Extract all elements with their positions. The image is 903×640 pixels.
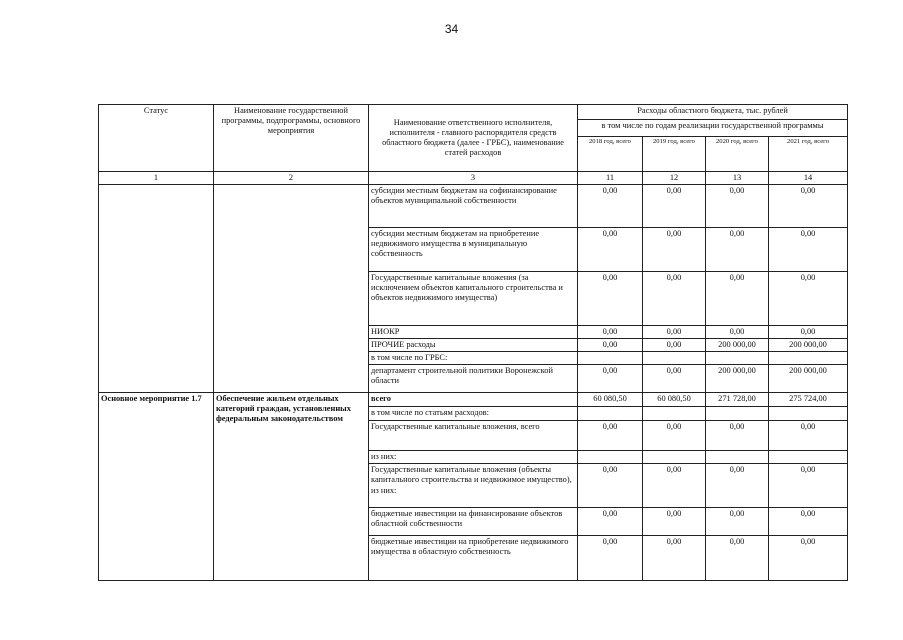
value-2019: 0,00 bbox=[643, 326, 706, 339]
header-year-2019: 2019 год, всего bbox=[643, 137, 706, 172]
value-2021: 200 000,00 bbox=[769, 365, 848, 393]
column-number: 14 bbox=[769, 172, 848, 185]
budget-table bbox=[98, 104, 848, 581]
value-2020: 0,00 bbox=[706, 464, 769, 508]
expense-item-name: субсидии местным бюджетам на приобретение недвижимого имущества в муниципальную собственность bbox=[369, 228, 578, 272]
value-2018: 0,00 bbox=[578, 228, 643, 272]
value-2019 bbox=[643, 451, 706, 464]
value-2019: 0,00 bbox=[643, 272, 706, 326]
column-number: 1 bbox=[99, 172, 214, 185]
value-2018 bbox=[578, 451, 643, 464]
value-2018: 0,00 bbox=[578, 339, 643, 352]
expense-item-name: из них: bbox=[369, 451, 578, 464]
expense-item-name: ПРОЧИЕ расходы bbox=[369, 339, 578, 352]
measure-status: Основное мероприятие 1.7 bbox=[99, 393, 214, 581]
value-2021 bbox=[769, 407, 848, 421]
value-2019: 0,00 bbox=[643, 228, 706, 272]
value-2021: 0,00 bbox=[769, 272, 848, 326]
header-executor: Наименование ответственного исполнителя, исполнителя - главного распорядителя средств областного бюджета (далее - ГРБС), наименование статей расходов bbox=[369, 105, 578, 172]
value-2018: 0,00 bbox=[578, 272, 643, 326]
value-2018: 0,00 bbox=[578, 421, 643, 451]
header-year-2020: 2020 год, всего bbox=[706, 137, 769, 172]
value-2018: 0,00 bbox=[578, 508, 643, 536]
value-2020: 0,00 bbox=[706, 228, 769, 272]
value-2020: 200 000,00 bbox=[706, 339, 769, 352]
header-year-2021: 2021 год, всего bbox=[769, 137, 848, 172]
value-2018: 60 080,50 bbox=[578, 393, 643, 407]
header-status: Статус bbox=[99, 105, 214, 172]
grbs-name: департамент строительной политики Воронежской области bbox=[369, 365, 578, 393]
value-2018 bbox=[578, 352, 643, 365]
value-2019: 0,00 bbox=[643, 339, 706, 352]
column-number: 13 bbox=[706, 172, 769, 185]
expense-item-name: бюджетные инвестиции на финансирование объектов областной собственности bbox=[369, 508, 578, 536]
expense-item-name: Государственные капитальные вложения, всего bbox=[369, 421, 578, 451]
program-cell-empty bbox=[214, 185, 369, 393]
value-2019: 0,00 bbox=[643, 185, 706, 228]
value-2018: 0,00 bbox=[578, 365, 643, 393]
value-2019 bbox=[643, 352, 706, 365]
value-2020: 271 728,00 bbox=[706, 393, 769, 407]
value-2021: 200 000,00 bbox=[769, 339, 848, 352]
status-cell-empty bbox=[99, 185, 214, 393]
value-2020 bbox=[706, 407, 769, 421]
header-year-2018: 2018 год, всего bbox=[578, 137, 643, 172]
value-2019 bbox=[643, 407, 706, 421]
value-2020: 0,00 bbox=[706, 536, 769, 581]
value-2021: 0,00 bbox=[769, 508, 848, 536]
expense-item-name: в том числе по ГРБС: bbox=[369, 352, 578, 365]
value-2019: 0,00 bbox=[643, 464, 706, 508]
value-2021: 0,00 bbox=[769, 228, 848, 272]
value-2021: 0,00 bbox=[769, 185, 848, 228]
value-2021 bbox=[769, 451, 848, 464]
value-2021: 0,00 bbox=[769, 464, 848, 508]
expense-item-name: в том числе по статьям расходов: bbox=[369, 407, 578, 421]
value-2018 bbox=[578, 407, 643, 421]
value-2019: 0,00 bbox=[643, 536, 706, 581]
header-by-years: в том числе по годам реализации государственной программы bbox=[578, 120, 848, 137]
expense-item-name: бюджетные инвестиции на приобретение недвижимого имущества в областную собственность bbox=[369, 536, 578, 581]
value-2019: 0,00 bbox=[643, 508, 706, 536]
value-2019: 0,00 bbox=[643, 421, 706, 451]
value-2018: 0,00 bbox=[578, 185, 643, 228]
value-2020: 0,00 bbox=[706, 185, 769, 228]
value-2018: 0,00 bbox=[578, 536, 643, 581]
value-2021: 0,00 bbox=[769, 421, 848, 451]
value-2020: 200 000,00 bbox=[706, 365, 769, 393]
value-2019: 60 080,50 bbox=[643, 393, 706, 407]
value-2020: 0,00 bbox=[706, 508, 769, 536]
value-2018: 0,00 bbox=[578, 464, 643, 508]
value-2021 bbox=[769, 352, 848, 365]
expense-item-name: Государственные капитальные вложения (за исключением объектов капитального строительства и объектов недвижимого имущества) bbox=[369, 272, 578, 326]
column-number: 12 bbox=[643, 172, 706, 185]
value-2020: 0,00 bbox=[706, 272, 769, 326]
column-number: 3 bbox=[369, 172, 578, 185]
value-2020 bbox=[706, 352, 769, 365]
header-expenses: Расходы областного бюджета, тыс. рублей bbox=[578, 105, 848, 120]
column-number: 2 bbox=[214, 172, 369, 185]
value-2021: 0,00 bbox=[769, 326, 848, 339]
value-2019: 0,00 bbox=[643, 365, 706, 393]
expense-item-name: НИОКР bbox=[369, 326, 578, 339]
expense-item-name: всего bbox=[369, 393, 578, 407]
page-number: 34 bbox=[444, 22, 459, 36]
value-2021: 275 724,00 bbox=[769, 393, 848, 407]
value-2021: 0,00 bbox=[769, 536, 848, 581]
header-program-name: Наименование государственной программы, подпрограммы, основного мероприятия bbox=[214, 105, 369, 172]
value-2018: 0,00 bbox=[578, 326, 643, 339]
expense-item-name: Государственные капитальные вложения (объекты капитального строительства и недвижимое имущество), из них: bbox=[369, 464, 578, 508]
column-number: 11 bbox=[578, 172, 643, 185]
measure-name: Обеспечение жильем отдельных категорий граждан, установленных федеральным законодательством bbox=[214, 393, 369, 581]
expense-item-name: субсидии местным бюджетам на софинансирование объектов муниципальной собственности bbox=[369, 185, 578, 228]
value-2020: 0,00 bbox=[706, 326, 769, 339]
value-2020: 0,00 bbox=[706, 421, 769, 451]
value-2020 bbox=[706, 451, 769, 464]
